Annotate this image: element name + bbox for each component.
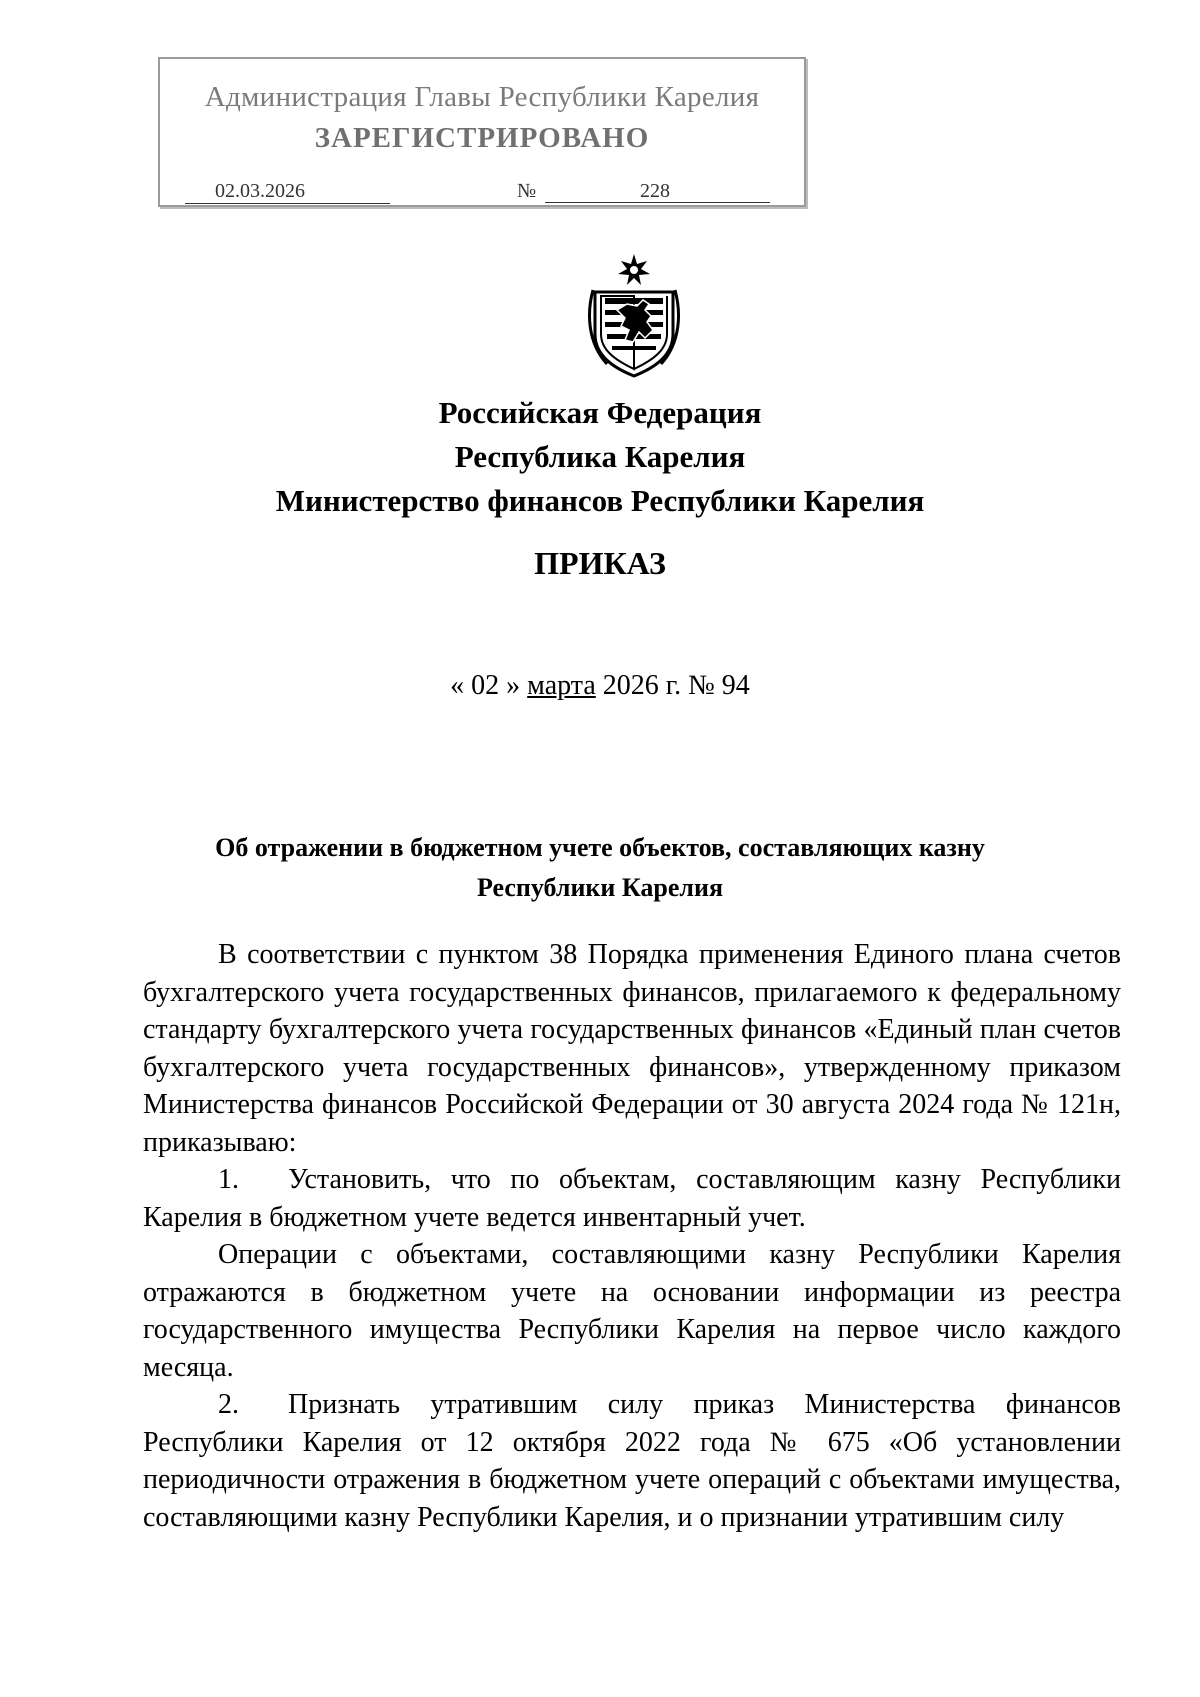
order-body — [143, 936, 1121, 1536]
stamp-organization: Администрация Главы Республики Карелия — [204, 81, 760, 113]
karelia-coat-of-arms-icon — [587, 252, 681, 378]
header-republic: Республика Карелия — [454, 439, 746, 474]
order-day: « 02 » — [450, 670, 521, 701]
header-ministry: Министерство финансов Республики Карелия — [275, 483, 925, 518]
item-1 — [143, 1161, 1121, 1236]
subject-line-2: Республики Карелия — [476, 873, 724, 902]
item-2-number: 2. — [218, 1389, 239, 1420]
intro-paragraph: В соответствии с пунктом 38 Порядка применения Единого плана счетов бухгалтерского учета государственных финансов, прилагаемого к федеральному стандарту бухгалтерского учета государственных финансов «Единый план счетов бухгалтерского учета государственных финансов», утвержденному приказом Министерства финансов Российской Федерации от 30 августа 2024 года № 121н, приказываю: — [143, 939, 1121, 1158]
item-1-number: 1. — [218, 1164, 239, 1195]
order-number: № 94 — [688, 670, 750, 701]
item-1-paragraph-2: Операции с объектами, составляющими казну Республики Карелия отражаются в бюджетном учете на основании информации из реестра государственного имущества Республики Карелия на первое число каждого месяца. — [143, 1239, 1121, 1383]
item-2-text: Признать утратившим силу приказ Министерства финансов Республики Карелия от 12 октября 2022 года № 675 «Об установлении периодичности отражения в бюджетном учете операций с объектами имущества, составляющими казну Республики Карелия, и о признании утратившим силу — [143, 1389, 1121, 1533]
order-year: 2026 г. — [602, 670, 682, 701]
stamp-number-sign: № — [517, 180, 537, 202]
order-date-line — [0, 670, 1200, 702]
header-country: Российская Федерация — [438, 395, 762, 430]
order-month: марта — [527, 670, 596, 701]
stamp-number: 228 — [545, 179, 770, 203]
stamp-date: 02.03.2026 — [185, 179, 390, 204]
document-type-title: ПРИКАЗ — [534, 545, 666, 581]
item-1-text: Установить, что по объектам, составляющим казну Республики Карелия в бюджетном учете ведется инвентарный учет. — [143, 1164, 1121, 1233]
registration-stamp — [158, 57, 806, 207]
subject-line-1: Об отражении в бюджетном учете объектов, составляющих казну — [215, 833, 985, 862]
stamp-status: ЗАРЕГИСТРИРОВАНО — [314, 122, 650, 154]
order-subject — [140, 828, 1060, 908]
item-2 — [143, 1386, 1121, 1536]
